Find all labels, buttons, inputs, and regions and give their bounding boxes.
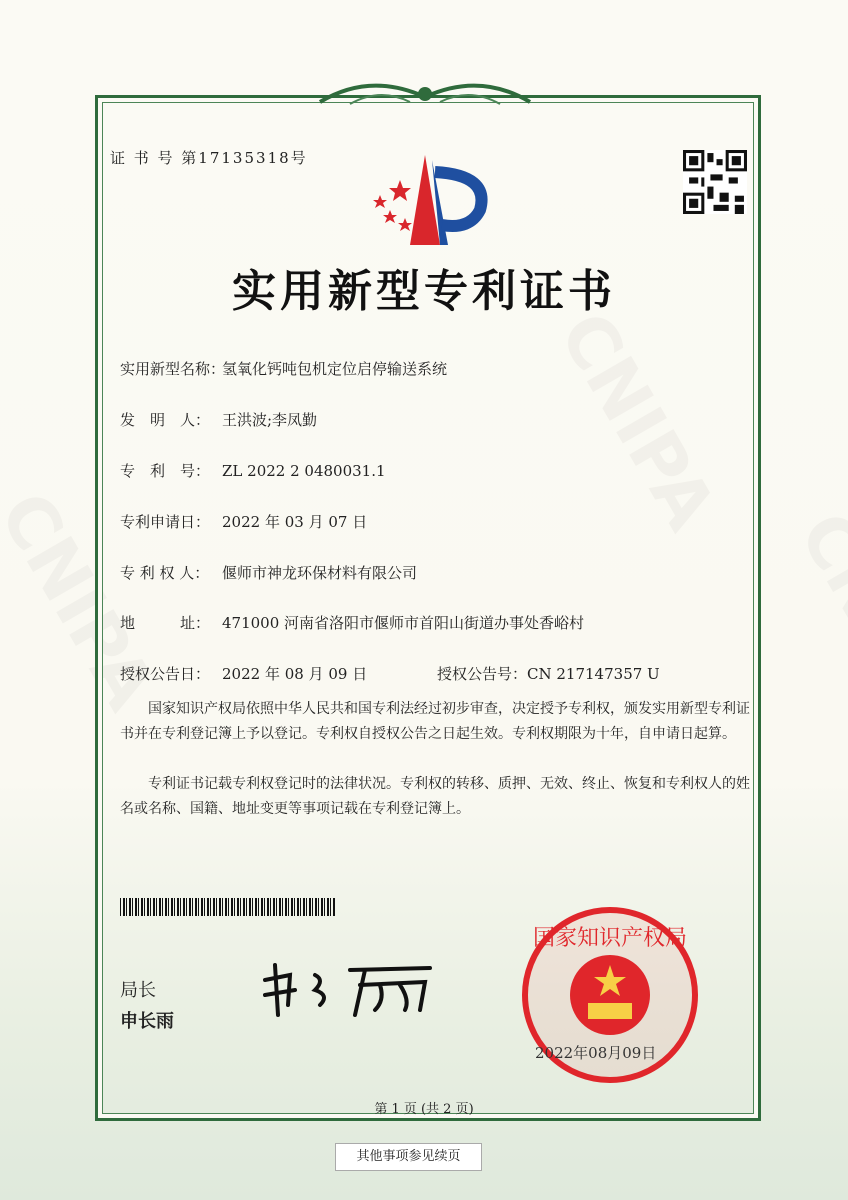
field-label: 发 明 人： [120, 411, 211, 429]
paragraph: 国家知识产权局依照中华人民共和国专利法经过初步审查，决定授予专利权，颁发实用新型专利证书并在专利登记簿上予以登记。专利权自授权公告之日起生效。专利权期限为十年，自申请日起算。 [120, 701, 750, 742]
field-value: 2022 年 08 月 09 日 [222, 665, 368, 683]
field-label: 专 利 权 人： [120, 564, 210, 582]
field-label: 地 址： [120, 614, 211, 632]
field-value: 471000 河南省洛阳市偃师市首阳山街道办事处香峪村 [222, 614, 585, 632]
field-label: 实用新型名称： [120, 360, 226, 378]
field-grant-date [120, 663, 367, 684]
field-patent-number [120, 460, 386, 481]
seal-text: 国家知识产权局 [532, 926, 688, 951]
qr-code [683, 150, 747, 214]
watermark [783, 499, 848, 744]
field-value: 2022 年 03 月 07 日 [222, 513, 368, 531]
field-value: 偃师市神龙环保材料有限公司 [222, 564, 418, 582]
signature [260, 960, 440, 1020]
cnipa-logo [360, 150, 490, 250]
field-value: CN 217147357 U [527, 665, 660, 683]
signatory-name: 申长雨 [120, 1011, 174, 1032]
field-address [120, 612, 584, 633]
field-label: 专利申请日： [120, 513, 211, 531]
field-label: 授权公告日： [120, 665, 211, 683]
field-inventor [120, 409, 317, 430]
certificate-number: 证 书 号 第17135318号 [110, 149, 308, 167]
barcode [120, 898, 336, 916]
field-announcement-number [437, 663, 660, 684]
page-indicator: 第 1 页 (共 2 页) [374, 1102, 474, 1117]
field-label: 专 利 号： [120, 462, 211, 480]
continuation-note: 其他事项参见续页 [335, 1143, 482, 1171]
field-label: 授权公告号： [437, 665, 528, 683]
field-value: ZL 2022 2 0480031.1 [222, 462, 386, 480]
field-application-date [120, 511, 367, 532]
signatory-title: 局长 [120, 980, 156, 1001]
field-value: 王洪波;李凤勤 [222, 411, 318, 429]
seal-date: 2022年08月09日 [535, 1044, 657, 1062]
paragraph: 专利证书记载专利权登记时的法律状况。专利权的转移、质押、无效、终止、恢复和专利权人的姓名或名称、国籍、地址变更等事项记载在专利登记簿上。 [120, 776, 750, 817]
page-title: 实用新型专利证书 [232, 266, 616, 317]
field-name [120, 358, 447, 379]
field-patentee [120, 562, 417, 583]
ornament-icon [310, 72, 540, 112]
field-value: 氢氧化钙吨包机定位启停输送系统 [222, 360, 448, 378]
